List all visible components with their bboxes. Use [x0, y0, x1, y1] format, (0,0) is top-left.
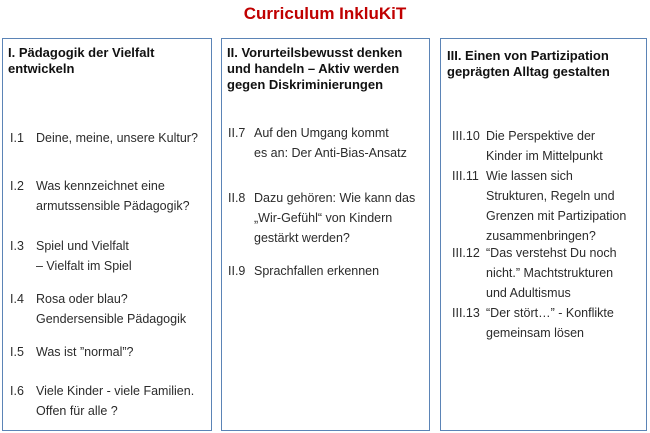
item-text: “Der stört…” - Konflikte gemeinsam lösen — [486, 306, 614, 340]
list-item — [10, 176, 208, 216]
item-number: II.9 — [228, 264, 246, 278]
item-number: III.10 — [452, 129, 480, 143]
column-heading: III. Einen von Partizipation geprägten Alltag gestalten — [447, 48, 610, 79]
item-number: I.3 — [10, 239, 24, 253]
list-item — [452, 126, 643, 166]
item-number: II.7 — [228, 126, 246, 140]
item-text: Deine, meine, unsere Kultur? — [36, 131, 198, 145]
item-number: I.6 — [10, 384, 24, 398]
list-item — [452, 166, 643, 246]
list-item — [228, 123, 426, 163]
list-item — [10, 381, 208, 421]
item-text: Die Perspektive der Kinder im Mittelpunkt — [486, 129, 603, 163]
list-item — [452, 243, 643, 303]
item-number: II.8 — [228, 191, 246, 205]
item-text: Wie lassen sich Strukturen, Regeln und Grenzen mit Partizipation zusammenbringen? — [486, 169, 627, 243]
list-item — [10, 236, 208, 276]
item-number: I.1 — [10, 131, 24, 145]
item-number: I.5 — [10, 345, 24, 359]
column-heading: II. Vorurteilsbewusst denken und handeln – Aktiv werden gegen Diskriminierungen — [227, 45, 403, 92]
list-item — [10, 128, 208, 148]
item-text: Auf den Umgang kommt es an: Der Anti-Bias-Ansatz — [254, 126, 407, 160]
item-number: I.2 — [10, 179, 24, 193]
item-text: Spiel und Vielfalt – Vielfalt im Spiel — [36, 239, 132, 273]
list-item — [10, 289, 208, 329]
column-vorurteilsbewusst — [221, 38, 430, 431]
item-text: Dazu gehören: Wie kann das „Wir-Gefühl“ von Kindern gestärkt werden? — [254, 191, 416, 245]
list-item — [10, 342, 208, 362]
item-number: III.12 — [452, 246, 480, 260]
item-text: Was ist ”normal”? — [36, 345, 134, 359]
list-item — [228, 261, 426, 281]
column-paedagogik-der-vielfalt — [2, 38, 212, 431]
column-partizipation — [440, 38, 647, 431]
item-text: Rosa oder blau? Gendersensible Pädagogik — [36, 292, 187, 326]
item-number: III.13 — [452, 306, 480, 320]
item-number: III.11 — [452, 169, 479, 183]
list-item — [228, 188, 426, 248]
item-text: Sprachfallen erkennen — [254, 264, 380, 278]
list-item — [452, 303, 643, 343]
item-number: I.4 — [10, 292, 24, 306]
page-title: Curriculum InkluKiT — [243, 4, 407, 23]
item-text: Viele Kinder - viele Familien. Offen für alle ? — [36, 384, 195, 418]
column-heading: I. Pädagogik der Vielfalt entwickeln — [8, 45, 155, 76]
item-text: “Das verstehst Du noch nicht.” Machtstrukturen und Adultismus — [486, 246, 617, 300]
item-text: Was kennzeichnet eine armutssensible Pädagogik? — [36, 179, 190, 213]
